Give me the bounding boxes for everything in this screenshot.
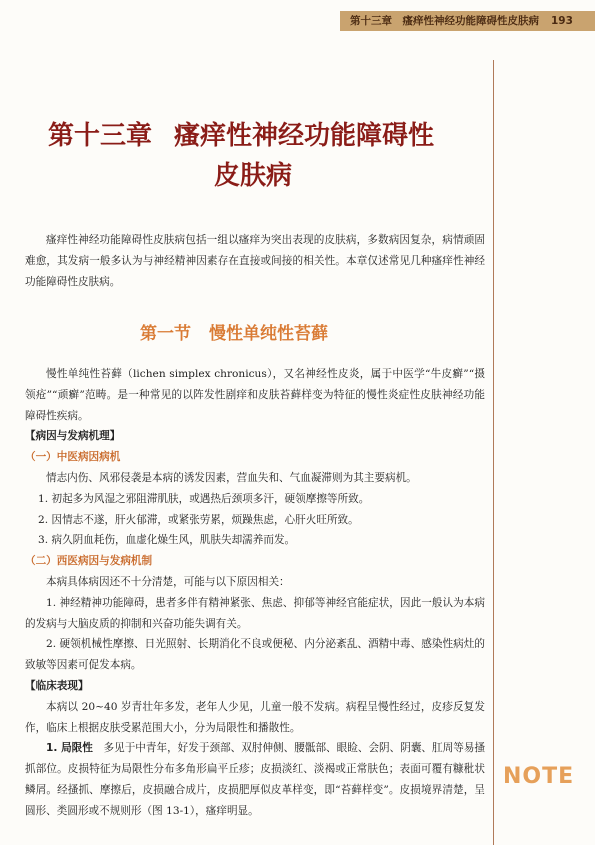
running-header: 第十三章 瘙痒性神经功能障碍性皮肤病 <box>350 15 539 27</box>
chapter-number: 第十三章 <box>48 121 153 151</box>
tcm-intro: 情志内伤、风邪侵袭是本病的诱发因素，营血失和、气血凝滞则为其主要病机。 <box>46 471 417 484</box>
tcm-item-1: 1. 初起多为风湿之邪阻滞肌肤，或遇热后颈项多汗，硬领摩擦等所致。 <box>38 492 370 505</box>
note-badge: NOTE <box>503 764 575 789</box>
clinical-item-localized <box>25 738 485 821</box>
clinical-item-term: 1. 局限性 <box>46 742 93 755</box>
chapter-title <box>48 116 488 196</box>
section-number: 第一节 <box>140 324 191 344</box>
etiology-heading: 【病因与发病机理】 <box>25 430 121 443</box>
clinical-heading: 【临床表现】 <box>25 679 89 692</box>
clinical-intro: 本病以 20~40 岁青壮年多发，老年人少见，儿童一般不发病。病程呈慢性经过，皮疹反复发作，临床上根据皮肤受累范围大小，分为局限性和播散性。 <box>25 700 485 734</box>
page-number: 193 <box>551 15 573 27</box>
tcm-heading: （一）中医病因病机 <box>25 451 121 464</box>
clinical-item-text: 多见于中青年，好发于颈部、双肘伸侧、腰骶部、眼睑、会阴、阴囊、肛周等易搔抓部位。皮损特征为局限性分布多角形扁平丘疹；皮损淡红、淡褐或正常肤色；表面可覆有糠秕状鳞屑。经搔抓、摩擦后，皮损融合成片，皮损肥厚似皮革样变，即“苔藓样变”。皮损境界清楚，呈圆形、类圆形或不规则形（图 13-1），瘙痒明显。 <box>25 742 486 817</box>
tcm-item-3: 3. 病久阴血耗伤，血虚化燥生风，肌肤失却濡养而发。 <box>38 534 296 547</box>
margin-rule <box>493 60 494 845</box>
wm-heading: （二）西医病因与发病机制 <box>25 555 153 568</box>
wm-item-1: 1. 神经精神功能障碍，患者多伴有精神紧张、焦虑、抑郁等神经官能症状，因此一般认为本病的发病与大脑皮质的抑制和兴奋功能失调有关。 <box>25 596 485 630</box>
section-name: 慢性单纯性苔藓 <box>209 324 328 344</box>
definition-paragraph: 慢性单纯性苔藓（lichen simplex chronicus），又名神经性皮炎，属于中医学“牛皮癣”“摄领疮”“顽癣”范畴。是一种常见的以阵发性剧痒和皮肤苔藓样变为特征的慢性炎症性皮肤神经功能障碍性疾病。 <box>25 368 485 422</box>
wm-item-2: 2. 硬领机械性摩擦、日光照射、长期消化不良或便秘、内分泌紊乱、酒精中毒、感染性病灶的致敏等因素可促发本病。 <box>25 638 485 672</box>
chapter-intro: 瘙痒性神经功能障碍性皮肤病包括一组以瘙痒为突出表现的皮肤病，多数病因复杂，病情顽固难愈，其发病一般多认为与神经精神因素存在直接或间接的相关性。本章仅述常见几种瘙痒性神经功能障碍性皮肤病。 <box>25 234 485 288</box>
tcm-item-2: 2. 因情志不遂，肝火郁滞，或紧张劳累，烦躁焦虑，心肝火旺所致。 <box>38 513 359 526</box>
chapter-title-line2: 皮肤病 <box>214 161 293 191</box>
chapter-title-line1: 瘙痒性神经功能障碍性 <box>174 121 435 151</box>
wm-intro: 本病具体病因还不十分清楚，可能与以下原因相关： <box>46 575 290 588</box>
main-content <box>25 364 485 822</box>
section-title <box>140 320 328 348</box>
